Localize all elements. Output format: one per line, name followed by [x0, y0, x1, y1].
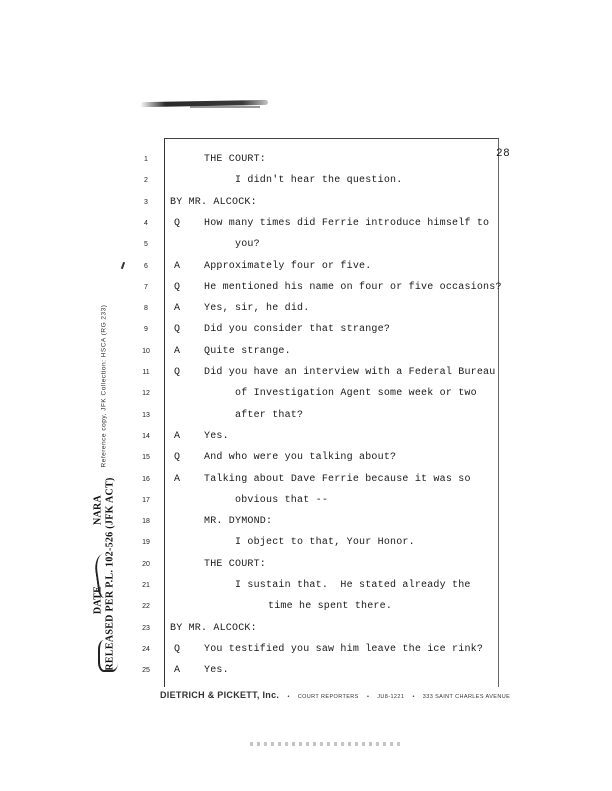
line-number: 2: [144, 177, 148, 185]
line-number: 5: [144, 241, 148, 249]
reporter-footer: [160, 690, 511, 700]
scan-smudge: [190, 106, 260, 108]
speaker-label: Q: [174, 281, 181, 293]
transcript-line-text: Approximately four or five.: [204, 260, 372, 272]
transcript-line-text: Yes.: [204, 430, 229, 442]
line-number: 13: [142, 411, 150, 419]
line-number: 18: [142, 518, 150, 526]
nara-label: NARA: [92, 494, 104, 526]
transcript-line-text: Did you consider that strange?: [204, 324, 391, 336]
speaker-label: Q: [174, 217, 181, 229]
line-number: 11: [142, 369, 150, 376]
transcript-line-text: BY MR. ALCOCK:: [170, 622, 257, 634]
transcript-line-text: time he spent there.: [268, 601, 393, 613]
line-number: 4: [144, 219, 148, 227]
scan-artifact: [250, 742, 400, 746]
line-number: 21: [142, 582, 150, 589]
speaker-label: Q: [174, 452, 181, 464]
speaker-label: A: [174, 430, 181, 442]
line-number: 25: [142, 667, 150, 675]
speaker-label: A: [174, 665, 181, 677]
speaker-label: A: [174, 303, 181, 315]
transcript-line-text: obvious that --: [235, 494, 329, 506]
footer-separator: •: [366, 694, 372, 700]
transcript-line-text: BY MR. ALCOCK:: [170, 196, 257, 208]
handwritten-date: [98, 640, 118, 672]
line-number: 14: [142, 432, 150, 440]
speaker-label: Q: [174, 324, 181, 336]
footer-firm: DIETRICH & PICKETT, Inc.: [160, 690, 280, 700]
speaker-label: A: [174, 473, 181, 485]
line-number: 24: [142, 645, 150, 653]
handwritten-signature: [93, 551, 125, 598]
date-label: DATE: [92, 585, 104, 615]
scan-artifact: [121, 262, 125, 269]
line-number: 6: [144, 262, 148, 270]
release-stamp: RELEASED PER P.L. 102-526 (JFK ACT): [104, 477, 116, 671]
line-number: 10: [142, 347, 150, 355]
speaker-label: A: [174, 345, 181, 357]
transcript-line-text: He mentioned his name on four or five occasions?: [204, 281, 502, 293]
transcript-line-text: THE COURT:: [204, 154, 267, 165]
line-number: 22: [142, 603, 150, 611]
line-number: 19: [142, 539, 150, 547]
speaker-label: Q: [174, 643, 181, 655]
transcript-line-text: Yes, sir, he did.: [204, 303, 310, 315]
transcript-line-text: Talking about Dave Ferrie because it was so: [204, 473, 471, 485]
line-number: 8: [144, 305, 148, 313]
line-number: 20: [142, 560, 150, 568]
footer-address: 333 SAINT CHARLES AVENUE: [422, 694, 511, 700]
transcript-line-text: of Investigation Agent some week or two: [235, 388, 477, 400]
transcript-line-text: you?: [235, 239, 260, 251]
line-number: 7: [144, 283, 148, 291]
transcript-line-text: I didn't hear the question.: [235, 175, 403, 187]
transcript-line-text: I sustain that. He stated already the: [235, 580, 471, 591]
line-number: 17: [142, 496, 150, 504]
footer-separator: •: [287, 694, 292, 700]
transcript-line-text: I object to that, Your Honor.: [235, 537, 415, 549]
collection-label: Reference copy, JFK Collection: HSCA (RG 233): [100, 304, 108, 468]
footer-service: COURT REPORTERS: [297, 694, 359, 700]
speaker-label: Q: [174, 367, 181, 378]
line-number: 12: [142, 390, 150, 398]
line-number: 23: [142, 624, 150, 632]
transcript-line-text: MR. DYMOND:: [204, 516, 273, 528]
line-number: 9: [144, 326, 148, 334]
page-number: 28: [496, 148, 511, 160]
transcript-line-text: You testified you saw him leave the ice rink?: [204, 643, 484, 655]
transcript-line-text: And who were you talking about?: [204, 452, 397, 464]
transcript-line-text: Yes.: [204, 665, 229, 677]
transcript-line-text: How many times did Ferrie introduce himself to: [204, 217, 490, 229]
line-number: 15: [142, 454, 150, 462]
line-number: 3: [144, 198, 148, 206]
transcript-line-text: Did you have an interview with a Federal Bureau: [204, 367, 496, 378]
transcript-line-text: after that?: [235, 409, 304, 421]
line-number: 1: [144, 156, 148, 163]
transcript-line-text: THE COURT:: [204, 558, 267, 570]
speaker-label: A: [174, 260, 181, 272]
transcript-line-text: Quite strange.: [204, 345, 291, 357]
footer-phone: JU8-1221: [377, 694, 405, 700]
footer-separator: •: [412, 694, 417, 700]
line-number: 16: [142, 475, 150, 483]
